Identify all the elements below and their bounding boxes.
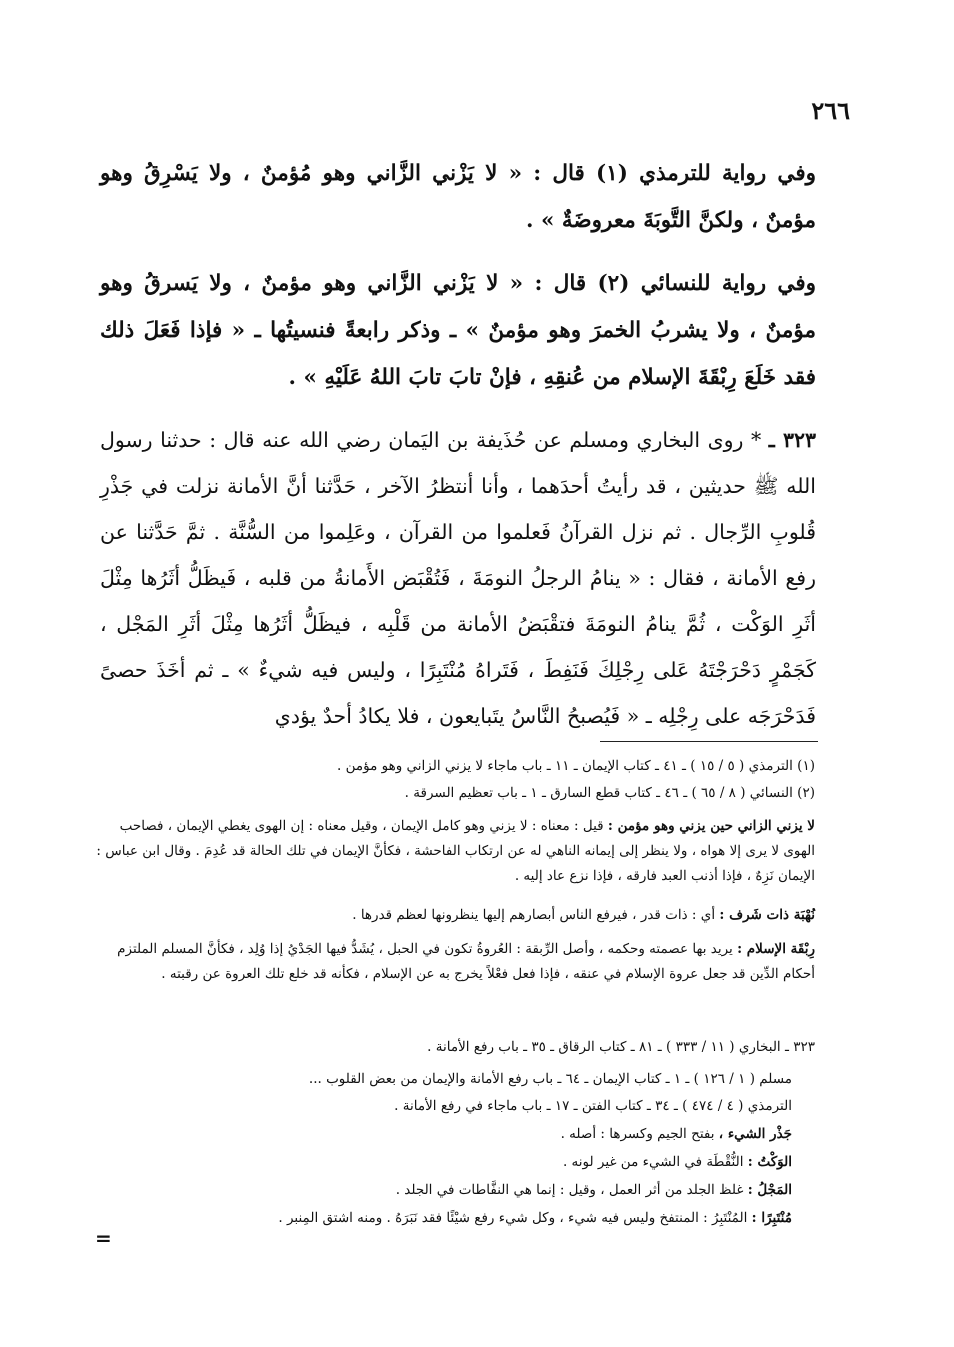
gloss-text: قيل : معناه : لا يزني وهو كامل الإيمان ، وقيل معناه : إن الهوى يغطي الإيمان ، فصاحب الهوى لا يرى إلا هواه ، ولا ينظر إلى إيمانه الناهي له عن ارتكاب الفاحشة ، فكأنَّ الإيمان في تلك الحالة قد عُدِمَ . وقال ابن عباس : الإيمان نَزِهٌ ، فإذا أذنب العبد فارقه ، فإذا نزع عاد إليه . — [96, 818, 815, 884]
gloss-term: المَجْلُ : — [747, 1182, 792, 1198]
gloss-term: رِبْقَة الإسلام : — [737, 941, 815, 957]
page-number: ٢٦٦ — [811, 96, 850, 125]
gloss-text: أي : ذات قدر ، فيرفع الناس أبصارهم إليها ينظرونها لعظم قدرها . — [352, 907, 716, 923]
footnote-gloss-majl — [232, 1178, 792, 1203]
gloss-term: جَذْر الشيء ، — [718, 1126, 792, 1142]
gloss-term: مُنْتَبِرًا : — [751, 1210, 792, 1226]
footnote-1: (١) الترمذي ( ٥ / ١٥ ) ـ ٤١ ـ كتاب الإيمان ـ ١١ ـ باب ماجاء لا يزني الزاني وهو مؤمن . — [337, 758, 815, 774]
paragraph-hadith-323 — [100, 417, 816, 739]
gloss-text: غلظ الجلد من أثر العمل ، وقيل : إنما هي النفَّاطات في الجلد . — [395, 1182, 744, 1198]
footnote-323-muslim: مسلم ( ١ / ١٢٦ ) ـ ١ ـ كتاب الإيمان ـ ٦٤ ـ باب رفع الأمانة والإيمان من بعض القلوب ... — [308, 1071, 792, 1087]
footnote-gloss-nuhba — [95, 903, 815, 928]
main-text — [100, 150, 816, 739]
gloss-term: نُهْبَة ذات شَرف : — [719, 907, 815, 923]
footnote-2: (٢) النسائي ( ٨ / ٦٥ ) ـ ٤٦ ـ كتاب قطع السارق ـ ١ ـ باب تعظيم السرقة . — [404, 785, 815, 801]
hadith-number: ٣٢٣ ـ — [768, 428, 816, 452]
gloss-term: لا يزني الزاني حين يزني وهو مؤمن : — [607, 818, 815, 834]
footnote-323-bukhari: ٣٢٣ ـ البخاري ( ١١ / ٣٣٣ ) ـ ٨١ ـ كتاب الرقاق ـ ٣٥ ـ باب رفع الأمانة . — [427, 1039, 815, 1055]
gloss-text: النُّقْطَة في الشيء من غير لونه . — [562, 1154, 744, 1170]
gloss-term: الوَكْتُ : — [747, 1154, 792, 1170]
footnote-gloss-muntabir — [232, 1206, 792, 1231]
footnote-323-tirmidhi: الترمذي ( ٤ / ٤٧٤ ) ـ ٣٤ ـ كتاب الفتن ـ ١٧ ـ باب ماجاء في رفع الأمانة . — [394, 1098, 792, 1114]
footnote-gloss-ribqa — [95, 937, 815, 987]
gloss-text: يريد بها عصمته وحكمه ، وأصل الرِّبقة : العُروةُ تكون في الحبل ، يُشَدُّ فيها الجَدْيُ إذا وُلِد ، فكأنَّ المسلم الملتزم أحكام الدِّين قد جعل عروة الإسلام في عنقه ، فإذا فعل فعْلاً يخرج به عن الإسلام ، فكأنه قد خلع تلك العروة عن رقبته . — [117, 941, 815, 982]
gloss-text: المُنْتَبِرُ : المنتفخ وليس فيه شيء ، وكل شيء رفع شيْئًا فقد نَبَرَهُ . ومنه اشتق المِنبر . — [278, 1210, 748, 1226]
footnote-separator — [600, 741, 818, 742]
hadith-text: * روى البخاري ومسلم عن حُذَيفة بن اليَمان رضي الله عنه قال : حدثنا رسول الله ﷺ حديثين ، قد رأيتُ أحدَهما ، وأنا أنتظرُ الآخر ، حَدَّثنا أنَّ الأمانة نزلت في جَذْرِ قُلوبِ الرِّجال . ثم نزل القرآنُ فَعلموا من القرآن ، وعَلِموا من السُّنَّة . ثمَّ حَدَّثنا عن رفع الأمانة ، فقال : « ينامُ الرجلُ النومَةَ ، فَتُقْبَض الأَمانةُ من قلبه ، فَيظَلُّ أثَرُها مِثْلَ أثَرِ الوَكْت ، ثُمَّ ينامُ النومَةَ فتقْبَضُ الأمانة من قَلْبِه ، فيظَلُّ أثَرُها مِثْلَ أثَرِ المَجْل ، كَجَمْرٍ دَحْرَجْتَهُ عَلى رِجْلِكَ فَنَفِطَ ، فَتَراهُ مُنْتَبِرًا ، وليس فيه شيءٌ » ـ ثم أخَذَ حصىً فَدَحْرَجَه على رِجْلِه ـ « فَيُصبحُ النَّاسُ يتَبايعون ، فلا يكادُ أحدٌ يؤدي — [100, 428, 816, 728]
paragraph-tirmidhi: وفي رواية للترمذي (١) قال : « لا يَزْني الزَّاني وهو مُؤمنٌ ، ولا يَسْرِقُ وهو مؤمنٌ ، ولكنَّ التَّوبَةَ معروضَةٌ » . — [100, 161, 816, 233]
footnote-gloss-jadhr — [232, 1122, 792, 1147]
footnote-gloss-iman — [95, 814, 815, 889]
footnote-gloss-wakt — [232, 1150, 792, 1175]
paragraph-nasai: وفي رواية للنسائي (٢) قال : « لا يَزْني الزَّاني وهو مؤمنٌ ، ولا يَسرقُ وهو مؤمنٌ ، ولا يشربُ الخمرَ وهو مؤمنٌ » ـ وذكر رابعةً فنسيتُها ـ « فإذا فَعَلَ ذلك فقد خَلَعَ رِبْقَةَ الإسلام من عُنقِهِ ، فإنْ تابَ تابَ اللهُ عَلَيْهِ » . — [100, 271, 817, 390]
continuation-mark: = — [95, 1226, 112, 1250]
gloss-text: بفتح الجيم وكسرها : أصله . — [560, 1126, 715, 1142]
